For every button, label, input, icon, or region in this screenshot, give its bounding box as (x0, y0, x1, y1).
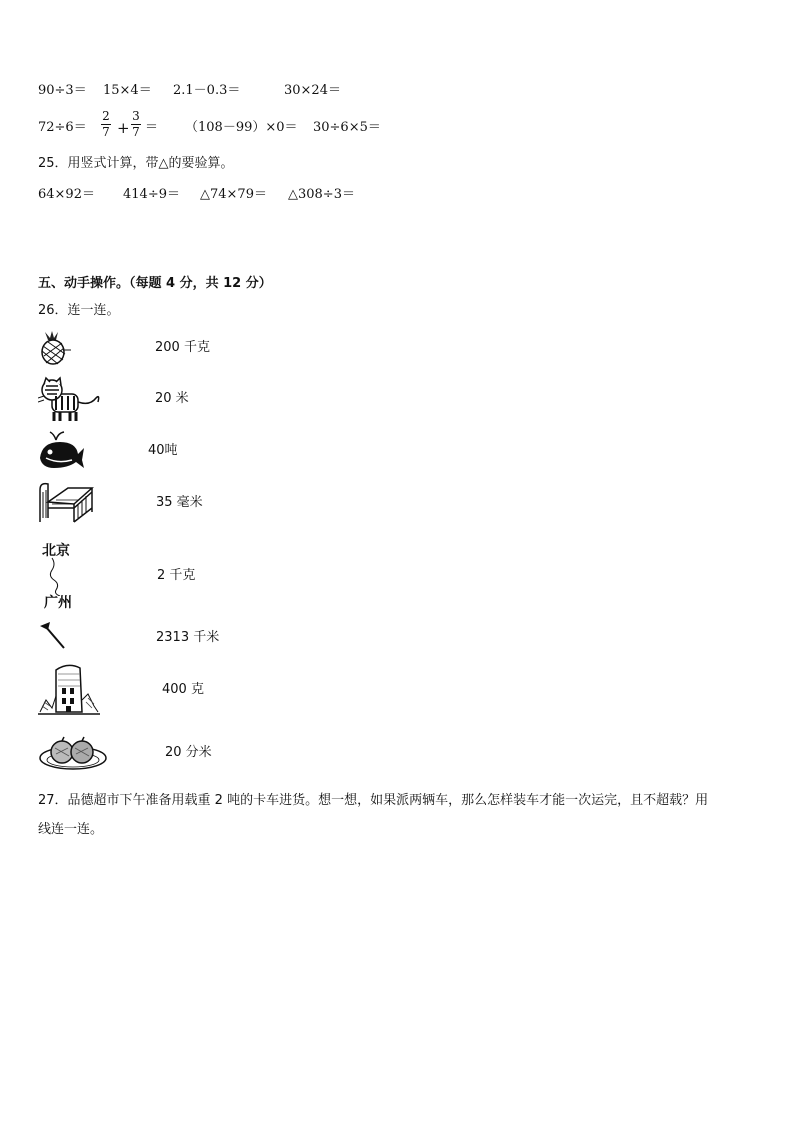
calc-item: 30÷6×5＝ (313, 120, 381, 135)
map-label-beijing: 北京 (42, 543, 70, 559)
denominator: 7 (132, 125, 140, 139)
route-line (42, 556, 82, 596)
match-label: 200 千克 (155, 340, 210, 355)
map-label-guangzhou: 广州 (44, 595, 72, 611)
question-25-items (0, 187, 794, 205)
tiger-icon (38, 376, 102, 424)
match-label: 35 毫米 (156, 495, 203, 510)
calc-item: （108－99）×0＝ (185, 120, 298, 135)
bed-icon (38, 478, 94, 524)
calc-item: 15×4＝ (103, 83, 152, 98)
question-27-line-2: 线连一连。 (38, 822, 104, 837)
denominator: 7 (102, 125, 110, 139)
match-label: 40吨 (148, 443, 178, 458)
question-26-title: 26．连一连。 (38, 303, 120, 318)
match-label: 400 克 (162, 682, 204, 697)
calc-item: 2.1－0.3＝ (173, 83, 241, 98)
calc-item: 30×24＝ (284, 83, 341, 98)
fraction-two-sevenths (101, 110, 111, 139)
nail-icon (38, 620, 68, 650)
match-label: 20 米 (155, 391, 189, 406)
match-label: 2313 千米 (156, 630, 220, 645)
whale-icon (38, 430, 86, 470)
map-route-icon (42, 540, 82, 612)
question-27-line-1: 27．品德超市下午准备用载重 2 吨的卡车进货。想一想，如果派两辆车，那么怎样装车才能一次运完，且不超载？用 (38, 793, 709, 808)
calc-item: 90÷3＝ (38, 83, 87, 98)
fraction-three-sevenths (131, 110, 141, 139)
numerator: 3 (132, 109, 140, 123)
section-5-heading: 五、动手操作。（每题 4 分，共 12 分） (38, 276, 272, 291)
oral-calc-row-2 (0, 108, 794, 148)
plus-sign: + (117, 119, 130, 137)
written-calc-item: △74×79＝ (200, 187, 267, 202)
written-calc-item: △308÷3＝ (288, 187, 355, 202)
building-icon (38, 660, 100, 716)
question-25-title: 25．用竖式计算，带△的要验算。 (38, 156, 234, 171)
match-label: 20 分米 (165, 745, 212, 760)
calc-item: 72÷6＝ (38, 120, 87, 135)
oral-calc-row-1 (0, 83, 794, 101)
fruit-plate-icon (38, 732, 108, 772)
written-calc-item: 64×92＝ (38, 187, 95, 202)
pineapple-icon (38, 330, 72, 366)
written-calc-item: 414÷9＝ (123, 187, 180, 202)
numerator: 2 (102, 109, 110, 123)
equals-sign: ＝ (145, 120, 159, 135)
match-label: 2 千克 (157, 568, 196, 583)
